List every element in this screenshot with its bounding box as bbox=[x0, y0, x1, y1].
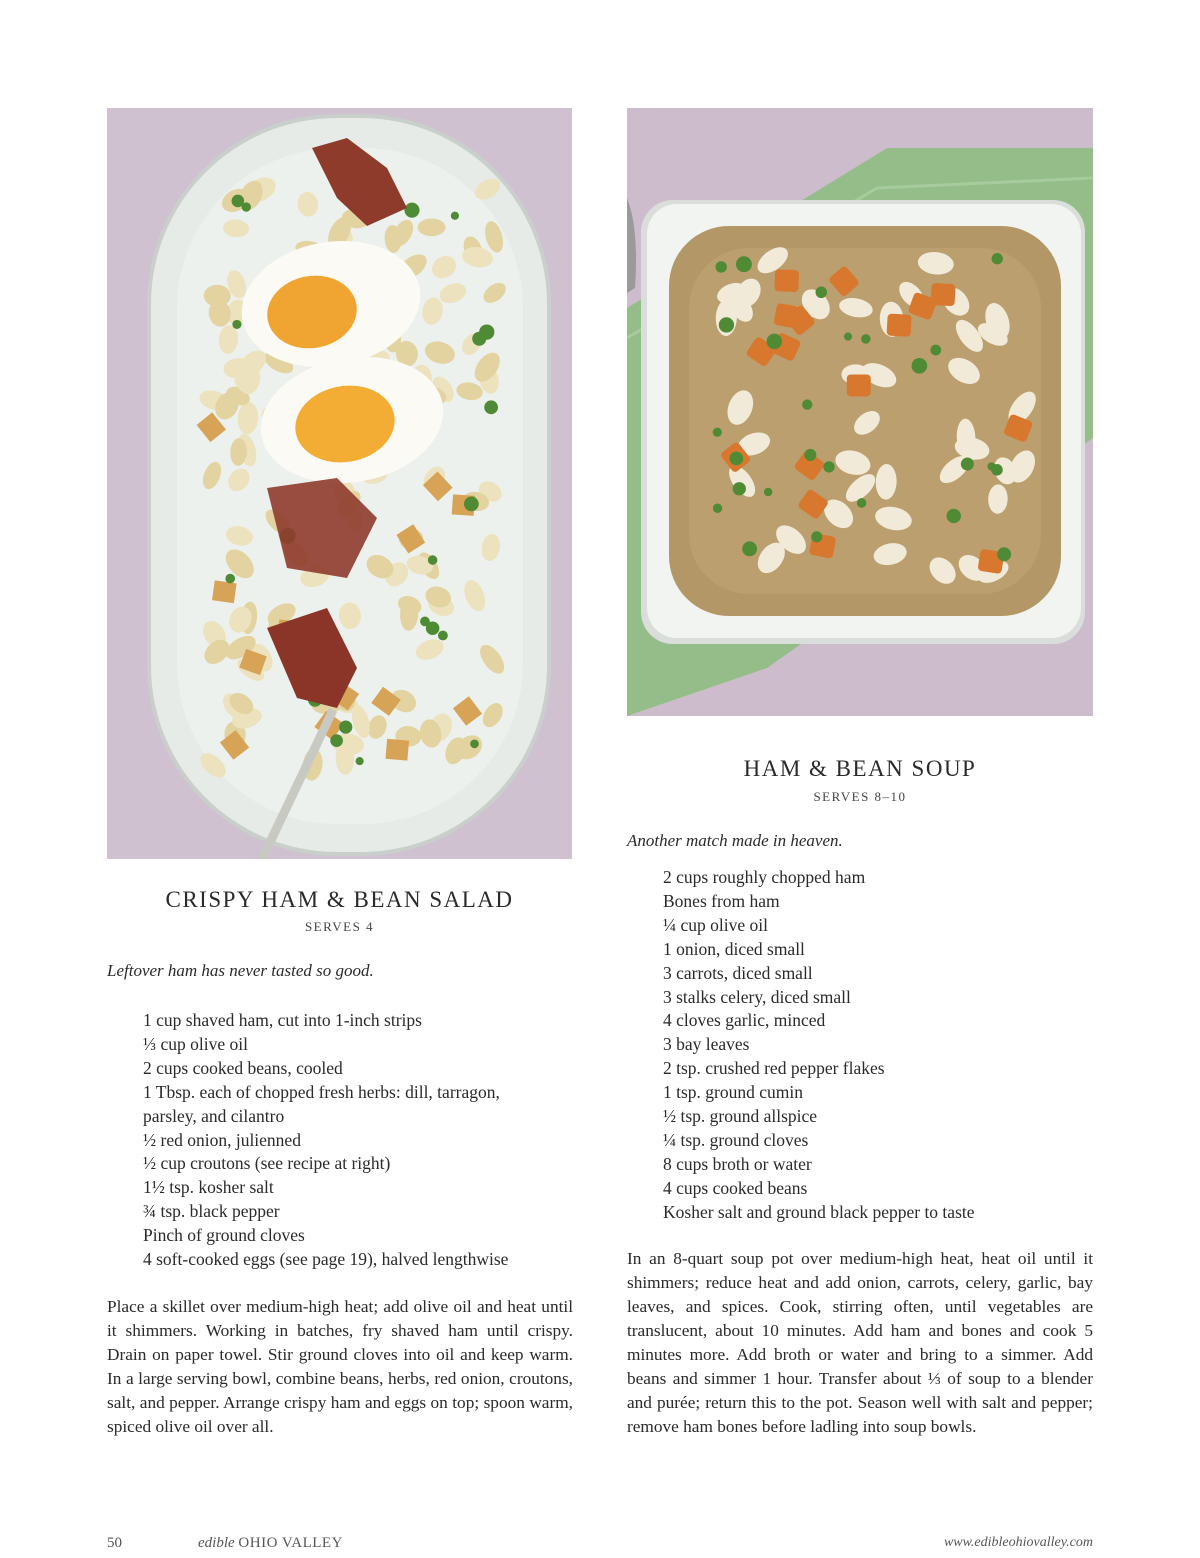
soup-intro: Another match made in heaven. bbox=[627, 831, 843, 850]
ingredient-item: parsley, and cilantro bbox=[143, 1105, 285, 1126]
ingredient-item: Bones from ham bbox=[663, 890, 780, 911]
salad-title: CRISPY HAM & BEAN SALAD bbox=[165, 887, 514, 912]
ingredient-item: 4 cups cooked beans bbox=[663, 1177, 808, 1198]
magazine-title: OHIO VALLEY bbox=[238, 1535, 343, 1551]
ingredient-item: ½ cup croutons (see recipe at right) bbox=[143, 1153, 391, 1174]
ingredient-item: 1 tsp. ground cumin bbox=[663, 1082, 803, 1103]
ingredient-item: 1½ tsp. kosher salt bbox=[143, 1177, 274, 1198]
ingredient-item: 2 cups roughly chopped ham bbox=[663, 867, 866, 887]
ingredient-item: 3 carrots, diced small bbox=[663, 962, 813, 983]
soup-title: HAM & BEAN SOUP bbox=[743, 756, 977, 781]
ingredient-item: 1 onion, diced small bbox=[663, 938, 805, 959]
soup-ingredient-list bbox=[663, 866, 1083, 1225]
ingredient-item: ⅓ cup olive oil bbox=[143, 1033, 248, 1054]
ingredient-item: Kosher salt and ground black pepper to taste bbox=[663, 1201, 975, 1222]
ingredient-item: 2 cups cooked beans, cooled bbox=[143, 1057, 343, 1078]
ingredient-item: ½ tsp. ground allspice bbox=[663, 1106, 818, 1127]
ingredient-item: 8 cups broth or water bbox=[663, 1153, 812, 1174]
salad-serves: SERVES 4 bbox=[304, 919, 375, 934]
ingredient-item: 4 cloves garlic, minced bbox=[663, 1010, 826, 1031]
magazine-name bbox=[198, 1535, 343, 1552]
salad-intro: Leftover ham has never tasted so good. bbox=[107, 961, 374, 980]
ingredient-item: Pinch of ground cloves bbox=[143, 1225, 305, 1246]
soup-photo bbox=[627, 108, 1093, 716]
ingredient-item: 1 cup shaved ham, cut into 1-inch strips bbox=[143, 1010, 422, 1030]
ingredient-item: 3 bay leaves bbox=[663, 1034, 750, 1055]
magazine-prefix: edible bbox=[198, 1535, 235, 1551]
ingredient-item: 1 Tbsp. each of chopped fresh herbs: dill, tarragon, bbox=[143, 1081, 500, 1102]
page-number: 50 bbox=[107, 1535, 122, 1551]
website-link[interactable]: www.edibleohiovalley.com bbox=[943, 1535, 1093, 1550]
ingredient-item: ½ red onion, julienned bbox=[143, 1129, 301, 1150]
ingredient-item: 4 soft-cooked eggs (see page 19), halved lengthwise bbox=[143, 1249, 509, 1270]
ingredient-item: ¾ tsp. black pepper bbox=[143, 1201, 280, 1222]
soup-serves: SERVES 8–10 bbox=[813, 789, 907, 804]
soup-method: In an 8-quart soup pot over medium-high heat, heat oil until it shimmers; reduce heat and add onion, carrots, celery, garlic, bay leaves, and spices. Cook, stirring often, until vegetables are translucent, about 10 minutes. Add ham and bones and cook 5 minutes more. Add broth or water and bring to a simmer. Add beans and simmer 1 hour. Transfer about ⅓ of soup to a blender and purée; return this to the pot. Season well with salt and pepper; remove ham bones before ladling into soup bowls. bbox=[627, 1249, 1093, 1436]
ingredient-item: ¼ tsp. ground cloves bbox=[663, 1129, 809, 1150]
salad-photo bbox=[107, 108, 572, 859]
ingredient-item: ¼ cup olive oil bbox=[663, 914, 768, 935]
salad-method: Place a skillet over medium-high heat; add olive oil and heat until it shimmers. Working in batches, fry shaved ham until crispy. Drain on paper towel. Stir ground cloves into oil and keep warm. In a large serving bowl, combine beans, herbs, red onion, croutons, salt, and pepper. Arrange crispy ham and eggs on top; spoon warm, spiced olive oil over all. bbox=[107, 1297, 573, 1436]
ingredient-item: 3 stalks celery, diced small bbox=[663, 986, 851, 1007]
ingredient-item: 2 tsp. crushed red pepper flakes bbox=[663, 1058, 885, 1079]
salad-ingredient-list bbox=[143, 1009, 563, 1272]
